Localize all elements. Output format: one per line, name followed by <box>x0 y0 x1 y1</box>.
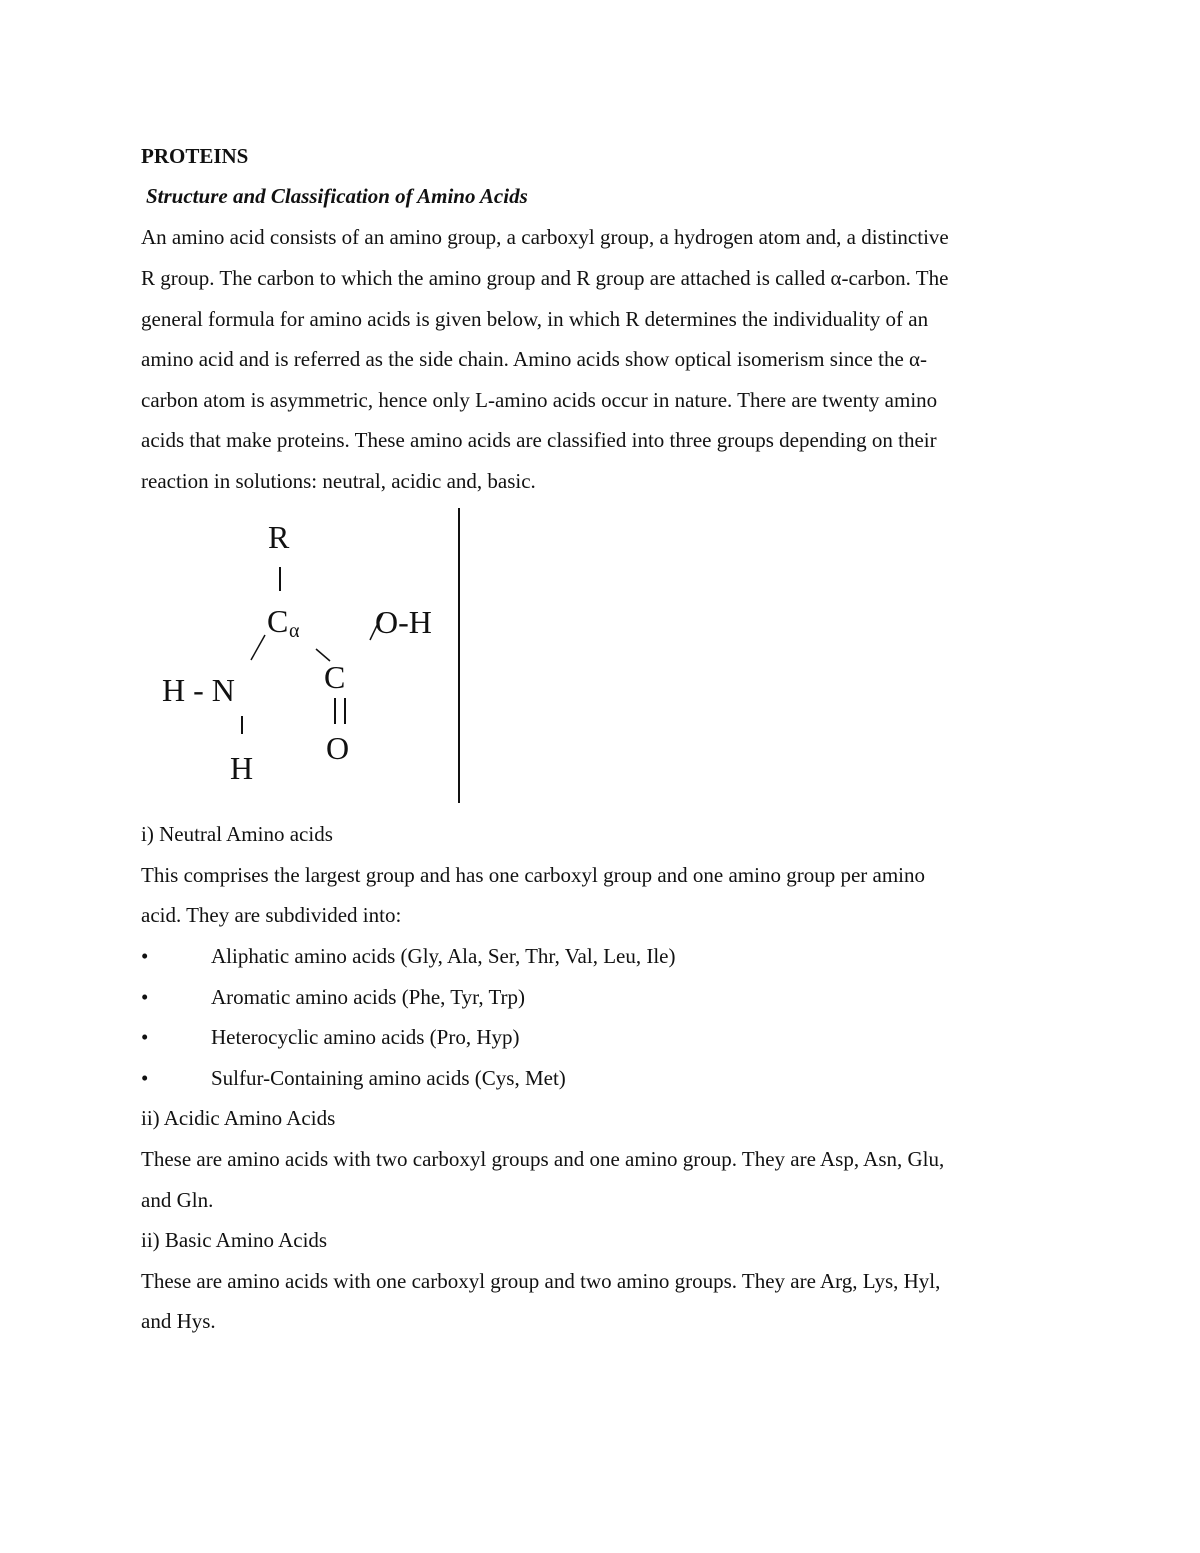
formula-h-label: H <box>230 750 254 786</box>
bullet-marker: • <box>141 985 149 1009</box>
intro-line: reaction in solutions: neutral, acidic and, basic. <box>141 469 536 493</box>
intro-line: An amino acid consists of an amino group, a carboxyl group, a hydrogen atom and, a distinctive <box>141 225 949 249</box>
formula-hn-label: H - N <box>162 672 235 708</box>
basic-line: These are amino acids with one carboxyl group and two amino groups. They are Arg, Lys, Hyl, <box>141 1269 941 1293</box>
intro-line: carbon atom is asymmetric, hence only L-amino acids occur in nature. There are twenty amino <box>141 388 938 412</box>
basic-line: and Hys. <box>141 1309 216 1333</box>
formula-r-label: R <box>268 519 290 555</box>
acidic-line: and Gln. <box>141 1188 214 1212</box>
bullet-marker: • <box>141 1066 149 1090</box>
list-item: Heterocyclic amino acids (Pro, Hyp) <box>211 1025 520 1049</box>
neutral-line: acid. They are subdivided into: <box>141 903 402 927</box>
formula-o-label: O <box>326 730 350 766</box>
amino-acid-general-formula <box>150 505 470 805</box>
formula-alpha-label: α <box>289 620 300 642</box>
intro-line: general formula for amino acids is given below, in which R determines the individuality of an <box>141 307 929 331</box>
intro-line: R group. The carbon to which the amino group and R group are attached is called α-carbon. The <box>141 266 949 290</box>
acidic-heading: ii) Acidic Amino Acids <box>141 1106 336 1130</box>
formula-oh-label: O-H <box>375 604 432 640</box>
formula-calpha-label: C <box>267 603 289 639</box>
acidic-line: These are amino acids with two carboxyl groups and one amino group. They are Asp, Asn, Glu, <box>141 1147 945 1171</box>
list-item: Aliphatic amino acids (Gly, Ala, Ser, Thr, Val, Leu, Ile) <box>211 944 676 968</box>
bullet-marker: • <box>141 944 149 968</box>
basic-heading: ii) Basic Amino Acids <box>141 1228 328 1252</box>
section-subtitle: Structure and Classification of Amino Acids <box>146 184 528 208</box>
list-item: Sulfur-Containing amino acids (Cys, Met) <box>211 1066 566 1090</box>
intro-line: amino acid and is referred as the side chain. Amino acids show optical isomerism since the α- <box>141 347 928 371</box>
page-title: PROTEINS <box>141 144 249 168</box>
list-item: Aromatic amino acids (Phe, Tyr, Trp) <box>211 985 526 1009</box>
bullet-marker: • <box>141 1025 149 1049</box>
intro-line: acids that make proteins. These amino acids are classified into three groups depending on their <box>141 428 937 452</box>
neutral-line: This comprises the largest group and has one carboxyl group and one amino group per amino <box>141 863 926 887</box>
neutral-heading: i) Neutral Amino acids <box>141 822 333 846</box>
formula-c-label: C <box>324 659 346 695</box>
bond-calpha-n <box>251 635 265 660</box>
